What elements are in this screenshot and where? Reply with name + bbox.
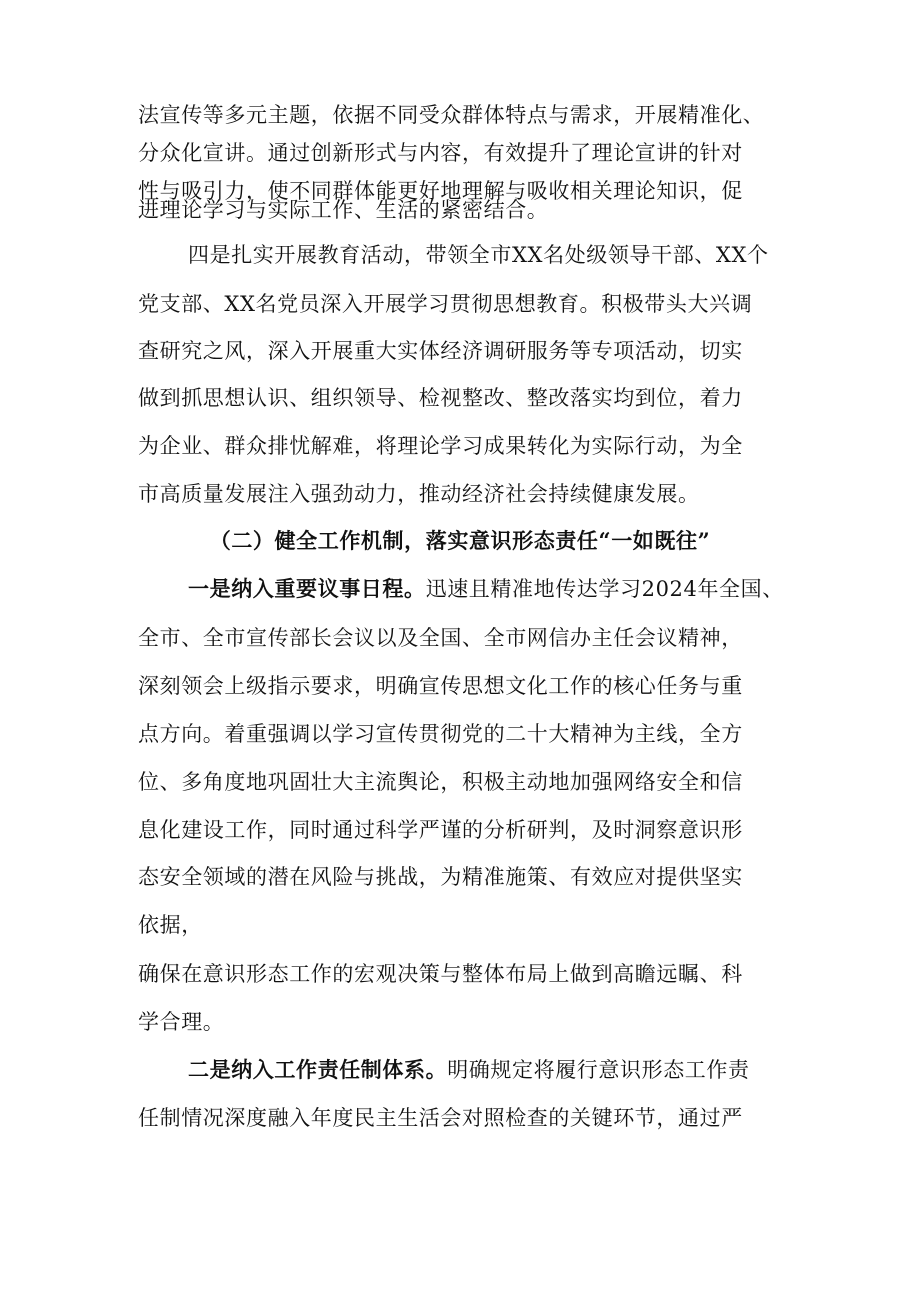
paragraph-line: 查研究之风，深入开展重大实体经济调研服务等专项活动，切实 [138, 339, 743, 363]
paragraph-line: 学合理。 [138, 1010, 225, 1034]
paragraph-line: 位、多角度地巩固壮大主流舆论，积极主动地加强网络安全和信 [138, 770, 743, 794]
paragraph-line: 党支部、XX名党员深入开展学习贯彻思想教育。积极带头大兴调 [138, 292, 753, 316]
paragraph-text: 明确规定将履行意识形态工作责 [447, 1058, 750, 1082]
paragraph-lead: 一是纳入重要议事日程。 [188, 576, 426, 601]
paragraph-line: 性与吸引力，使不同群体能更好地理解与吸收相关理论知识，促 [138, 179, 743, 203]
paragraph-line: 依据， [138, 913, 203, 937]
paragraph-line: 息化建设工作，同时通过科学严谨的分析研判，及时洞察意识形 [138, 818, 743, 842]
paragraph-line: 任制情况深度融入年度民主生活会对照检查的关键环节，通过严 [138, 1106, 743, 1130]
paragraph-line: 深刻领会上级指示要求，明确宣传思想文化工作的核心任务与重 [138, 674, 743, 698]
paragraph-line: 确保在意识形态工作的宏观决策与整体布局上做到高瞻远瞩、科 [138, 962, 743, 986]
paragraph-line: 四是扎实开展教育活动，带领全市XX名处级领导干部、XX个 [188, 243, 769, 267]
paragraph-first-line [188, 575, 784, 603]
paragraph-line: 市高质量发展注入强劲动力，推动经济社会持续健康发展。 [138, 482, 700, 506]
paragraph-line: 为企业、群众排忧解难，将理论学习成果转化为实际行动，为全 [138, 434, 743, 458]
paragraph-line: 态安全领域的潜在风险与挑战，为精准施策、有效应对提供坚实 [138, 865, 743, 889]
section-heading: （二）健全工作机制，落实意识形态责任“一如既往” [209, 528, 711, 553]
paragraph-line: 点方向。着重强调以学习宣传贯彻党的二十大精神为主线，全方 [138, 722, 743, 746]
paragraph-line: 分众化宣讲。通过创新形式与内容，有效提升了理论宣讲的针对 [138, 141, 743, 165]
paragraph-line: 做到抓思想认识、组织领导、检视整改、整改落实均到位，着力 [138, 386, 743, 410]
paragraph-line: 全市、全市宣传部长会议以及全国、全市网信办主任会议精神， [138, 626, 743, 650]
paragraph-text: 迅速且精准地传达学习2024年全国、 [425, 577, 784, 601]
paragraph-line: 法宣传等多元主题，依据不同受众群体特点与需求，开展精准化、 [138, 103, 765, 127]
paragraph-line: 进理论学习与实际工作、生活的紧密结合。 [138, 198, 549, 222]
paragraph-first-line [188, 1056, 750, 1084]
paragraph-lead: 二是纳入工作责任制体系。 [188, 1057, 448, 1082]
